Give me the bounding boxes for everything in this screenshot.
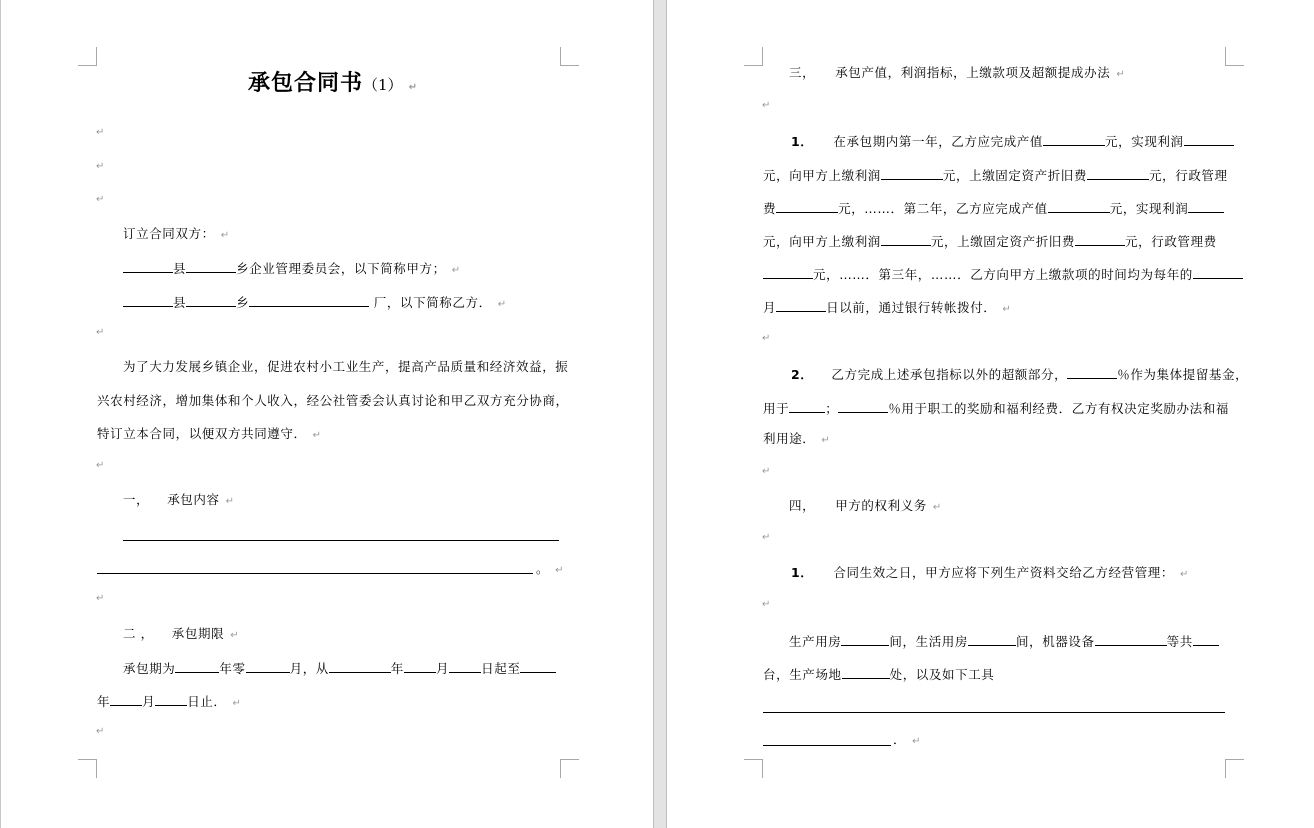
preamble-line-2[interactable]: 兴农村经济，增加集体和个人收入，经公社管委会认真讨论和甲乙双方充分协商， [97,393,569,408]
blank-field[interactable] [1043,132,1105,146]
paragraph-mark-icon: ↵ [912,736,921,747]
contract-content-blank-line-1[interactable] [123,540,559,541]
blank-field[interactable] [123,259,173,273]
blank-field[interactable] [249,293,369,307]
margin-corner-mark [1225,759,1244,778]
margin-corner-mark [560,759,579,778]
blank-field[interactable] [842,665,890,679]
paragraph-mark-icon: ↵ [96,194,105,205]
term-line-1[interactable]: 承包期为 年零 月，从 年 月 日起至 [123,659,556,677]
paragraph-mark-icon: ↵ [408,82,417,93]
blank-field[interactable] [449,659,481,673]
blank-field[interactable] [789,399,825,413]
paragraph-mark-icon: ↵ [1116,69,1125,80]
party-b-line[interactable]: 县 乡 厂，以下简称乙方． ↵ [123,293,506,313]
paragraph-mark-icon: ↵ [762,532,771,543]
margin-corner-mark [1225,47,1244,66]
item-3-1-line-1[interactable]: 1． 在承包期内第一年，乙方应完成产值 元，实现利润 [791,132,1234,150]
margin-corner-mark [744,47,763,66]
item-3-1-line-5[interactable]: 元，……．第三年，……．乙方向甲方上缴款项的时间均为每年的 [763,265,1243,283]
tools-blank-line-2[interactable] [763,745,891,746]
item-3-1-line-2[interactable]: 元，向甲方上缴利润 元，上缴固定资产折旧费 元，行政管理 [763,168,1228,183]
paragraph-mark-icon: ↵ [96,127,105,138]
blank-field[interactable] [186,293,236,307]
item-3-1-line-3[interactable]: 费 元，……．第二年，乙方应完成产值 元，实现利润 [763,199,1224,217]
party-a-line[interactable]: 县 乡企业管理委员会，以下简称甲方； ↵ [123,259,460,279]
blank-field[interactable] [776,199,838,213]
assets-line-1[interactable]: 生产用房 间，生活用房 间，机器设备 等共 [789,632,1219,650]
section-1-end: 。 ↵ [536,561,564,576]
paragraph-mark-icon: ↵ [220,230,230,241]
preamble-line-3[interactable]: 特订立本合同，以便双方共同遵守． ↵ [97,426,321,441]
paragraph-mark-icon: ↵ [96,161,105,172]
paragraph-mark-icon: ↵ [96,460,105,471]
term-line-2[interactable]: 年 月 日止． ↵ [97,694,241,709]
blank-field[interactable] [881,232,931,246]
blank-field[interactable] [1184,132,1234,146]
margin-corner-mark [560,47,579,66]
paragraph-mark-icon: ↵ [1180,569,1189,580]
blank-field[interactable] [1087,166,1149,180]
item-3-1-line-4[interactable]: 元，向甲方上缴利润 元，上缴固定资产折旧费 元，行政管理费 [763,234,1217,249]
blank-field[interactable] [1188,199,1224,213]
blank-field[interactable] [520,659,556,673]
blank-field[interactable] [329,659,391,673]
blank-field[interactable] [841,632,889,646]
paragraph-mark-icon: ↵ [821,435,830,446]
blank-field[interactable] [776,298,826,312]
paragraph-mark-icon: ↵ [932,502,942,513]
paragraph-mark-icon: ↵ [762,466,771,477]
blank-field[interactable] [110,692,142,706]
paragraph-mark-icon: ↵ [96,593,105,604]
blank-field[interactable] [246,659,290,673]
paragraph-mark-icon: ↵ [762,599,771,610]
paragraph-mark-icon: ↵ [96,327,105,338]
section-2-heading[interactable]: 二 ， 承包期限 ↵ [123,626,239,641]
paragraph-mark-icon: ↵ [555,565,564,576]
paragraph-mark-icon: ↵ [497,299,507,310]
tools-blank-line-1[interactable] [763,712,1225,713]
paragraph-mark-icon: ↵ [762,333,771,344]
blank-field[interactable] [186,259,236,273]
section-1-heading[interactable]: 一， 承包内容 ↵ [123,492,234,507]
blank-field[interactable] [1095,632,1167,646]
item-3-1-line-6[interactable]: 月 日以前，通过银行转帐拨付． ↵ [763,300,1011,315]
blank-field[interactable] [175,659,219,673]
blank-field[interactable] [1193,265,1243,279]
paragraph-mark-icon: ↵ [230,630,239,641]
blank-field[interactable] [1067,365,1117,379]
paragraph-mark-icon: ↵ [451,265,461,276]
item-3-2-line-3[interactable]: 利用途． ↵ [763,431,830,446]
paragraph-mark-icon: ↵ [1002,304,1011,315]
parties-heading[interactable]: 订立合同双方： ↵ [123,226,230,241]
blank-field[interactable] [155,692,187,706]
document-title[interactable]: 承包合同书（1） ↵ [248,71,417,96]
margin-corner-mark [744,759,763,778]
paragraph-mark-icon: ↵ [232,698,241,709]
blank-field[interactable] [404,659,436,673]
margin-corner-mark [78,759,97,778]
document-page-2 [667,0,1314,828]
blank-field[interactable] [1075,232,1125,246]
paragraph-mark-icon: ↵ [225,496,234,507]
blank-field[interactable] [1193,632,1219,646]
blank-field[interactable] [838,399,888,413]
paragraph-mark-icon: ↵ [312,430,321,441]
preamble-line-1[interactable]: 为了大力发展乡镇企业，促进农村小工业生产，提高产品质量和经济效益，振 [123,359,569,374]
blank-field[interactable] [968,632,1016,646]
blank-field[interactable] [123,293,173,307]
item-3-2-line-2[interactable]: 用于 ； ％用于职工的奖励和福利经费．乙方有权决定奖励办法和福 [763,401,1229,416]
assets-end: ． ↵ [893,732,921,747]
assets-line-2[interactable]: 台，生产场地 处，以及如下工具 [763,667,995,682]
paragraph-mark-icon: ↵ [762,100,771,111]
blank-field[interactable] [881,166,943,180]
contract-content-blank-line-2[interactable] [97,573,533,574]
blank-field[interactable] [763,265,813,279]
margin-corner-mark [78,47,97,66]
document-page-1 [0,0,653,828]
section-4-heading[interactable]: 四， 甲方的权利义务 ↵ [789,498,942,513]
item-4-1[interactable]: 1． 合同生效之日，甲方应将下列生产资料交给乙方经营管理： ↵ [791,565,1189,580]
blank-field[interactable] [1048,199,1110,213]
paragraph-mark-icon: ↵ [96,726,105,737]
page-separator [653,0,667,828]
item-3-2-line-1[interactable]: 2． 乙方完成上述承包指标以外的超额部分， ％作为集体提留基金， [791,367,1249,382]
section-3-heading[interactable]: 三， 承包产值，利润指标，上缴款项及超额提成办法 ↵ [789,65,1125,80]
